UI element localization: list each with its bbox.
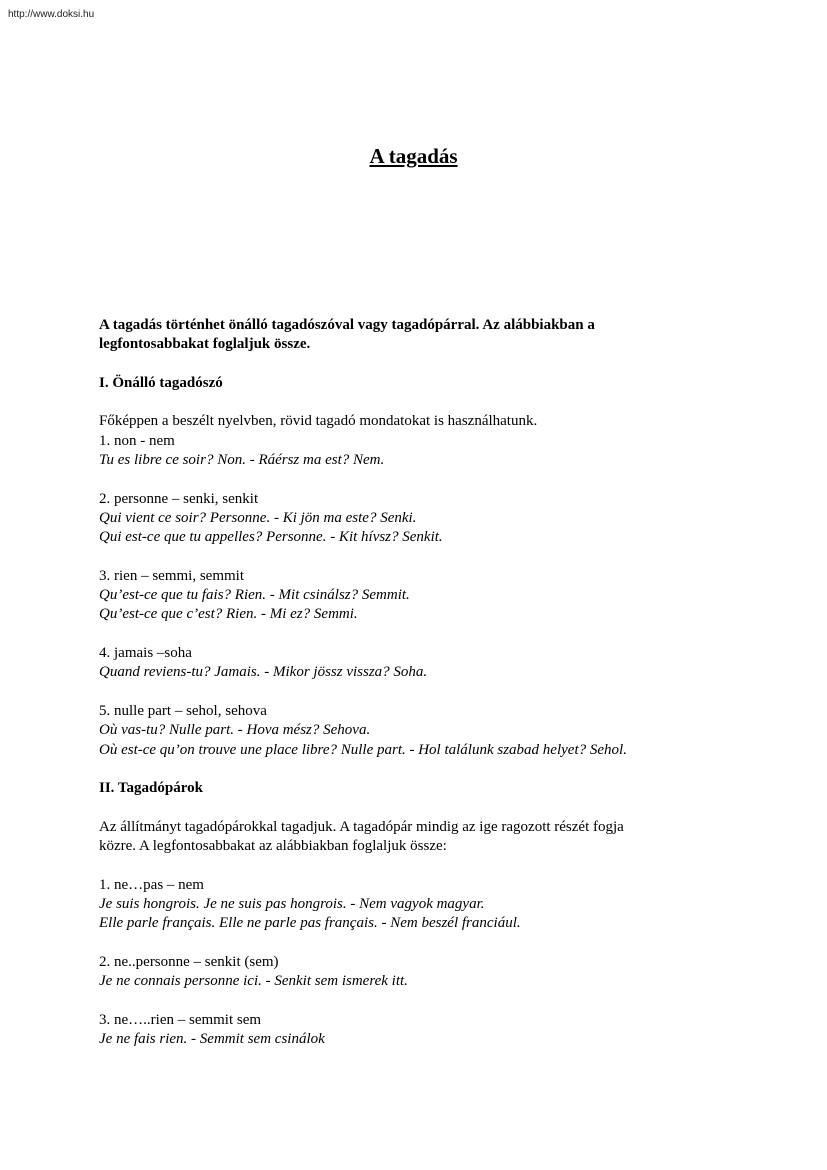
intro-paragraph (99, 316, 739, 355)
list-item-term: 2. personne – senki, senkit (99, 490, 259, 507)
list-item-term: 3. ne…..rien – semmit sem (99, 1011, 262, 1028)
intro-line-2: legfontosabbakat foglaljuk össze. (99, 336, 311, 353)
example-sentence: Qui est-ce que tu appelles? Personne. - Kit hívsz? Senkit. (99, 529, 443, 546)
section-2-heading: II. Tagadópárok (99, 780, 203, 797)
section-1-heading: I. Önálló tagadószó (99, 374, 223, 391)
example-sentence: Je suis hongrois. Je ne suis pas hongrois. - Nem vagyok magyar. (99, 895, 485, 912)
list-item-term: 3. rien – semmi, semmit (99, 567, 244, 584)
section-2-description-line-1: Az állítmányt tagadópárokkal tagadjuk. A tagadópár mindig az ige ragozott részét fogja (99, 818, 624, 835)
source-url: http://www.doksi.hu (8, 9, 95, 20)
list-item-term: 5. nulle part – sehol, sehova (99, 702, 267, 719)
section-2-description-line-2: közre. A legfontosabbakat az alábbiakban foglaljuk össze: (99, 838, 447, 855)
example-sentence: Où est-ce qu’on trouve une place libre? Nulle part. - Hol találunk szabad helyet? Sehol. (99, 741, 627, 758)
example-sentence: Qui vient ce soir? Personne. - Ki jön ma este? Senki. (99, 509, 417, 526)
page-title: A tagadás (369, 144, 458, 168)
section-2-description (99, 818, 739, 857)
example-sentence: Qu’est-ce que c’est? Rien. - Mi ez? Semmi. (99, 606, 358, 623)
example-sentence: Elle parle français. Elle ne parle pas français. - Nem beszél franciául. (99, 915, 521, 932)
list-item-term: 4. jamais –soha (99, 645, 192, 662)
example-sentence: Je ne fais rien. - Semmit sem csinálok (99, 1030, 325, 1047)
list-item-term: 2. ne..personne – senkit (sem) (99, 953, 279, 970)
example-sentence: Qu’est-ce que tu fais? Rien. - Mit csinálsz? Semmit. (99, 587, 410, 604)
example-sentence: Quand reviens-tu? Jamais. - Mikor jössz vissza? Soha. (99, 664, 428, 681)
example-sentence: Où vas-tu? Nulle part. - Hova mész? Sehova. (99, 722, 371, 739)
list-item-term: 1. non - nem (99, 432, 175, 449)
example-sentence: Tu es libre ce soir? Non. - Ráérsz ma est? Nem. (99, 452, 385, 469)
intro-line-1: A tagadás történhet önálló tagadószóval vagy tagadópárral. Az alábbiakban a (99, 317, 595, 333)
section-1-description: Főképpen a beszélt nyelvben, rövid tagadó mondatokat is használhatunk. (99, 413, 538, 430)
list-item-term: 1. ne…pas – nem (99, 876, 204, 893)
example-sentence: Je ne connais personne ici. - Senkit sem ismerek itt. (99, 973, 408, 990)
document-body (99, 316, 739, 1049)
